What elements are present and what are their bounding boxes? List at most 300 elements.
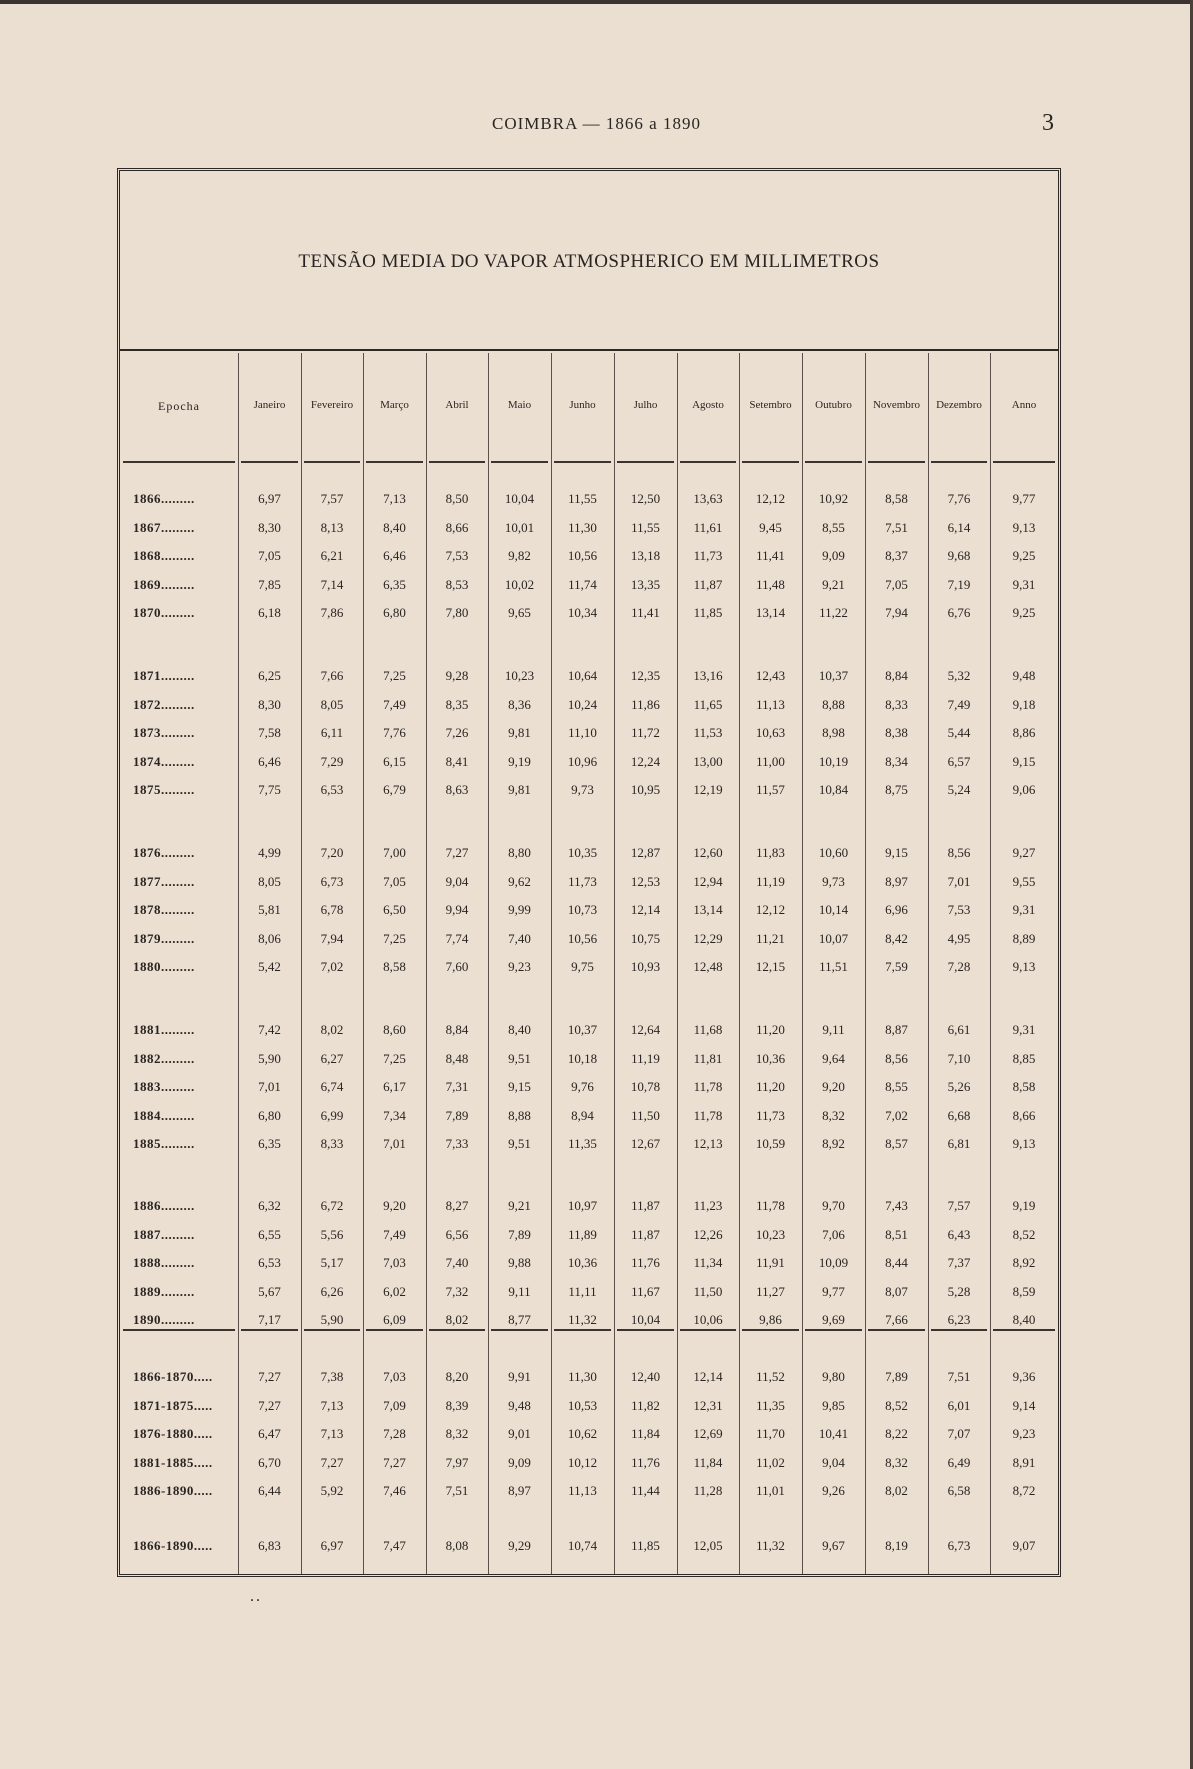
table-cell: 11,21: [756, 930, 785, 946]
table-cell: 7,09: [383, 1397, 406, 1413]
table-cell: 11,50: [693, 1283, 723, 1299]
table-cell: 7,86: [320, 605, 344, 620]
table-cell: 7,76: [383, 725, 406, 740]
table-cell: 8,92: [1012, 1255, 1036, 1270]
table-cell: 10,23: [504, 668, 535, 683]
table-cell: 10,74: [567, 1538, 598, 1553]
table-cell: 7,00: [383, 845, 406, 860]
table-cell: 6,55: [258, 1226, 281, 1242]
table-cell: 7,58: [258, 725, 281, 740]
table-cell: 7,47: [383, 1538, 406, 1553]
table-cell: 12,05: [693, 1538, 723, 1553]
table-cell: 9,69: [822, 1312, 845, 1327]
row-label: 1866.........: [133, 491, 195, 506]
table-cell: 7,31: [445, 1079, 469, 1094]
table-cell: 12,31: [693, 1397, 723, 1413]
table-cell: 7,49: [383, 1226, 406, 1242]
table-cell: 5,32: [947, 668, 971, 683]
table-row: [120, 902, 1058, 926]
table-cell: 11,32: [568, 1312, 597, 1327]
table-cell: 8,52: [1012, 1226, 1036, 1242]
header-rule: [123, 461, 235, 463]
table-cell: 6,96: [885, 902, 908, 917]
table-cell: 6,73: [320, 873, 344, 889]
table-cell: 11,00: [756, 753, 785, 769]
table-cell: 12,64: [630, 1022, 661, 1037]
table-cell: 6,80: [258, 1107, 281, 1123]
table-cell: 7,38: [320, 1369, 344, 1384]
table-cell: 11,84: [693, 1454, 723, 1470]
table-cell: 10,78: [630, 1079, 661, 1094]
table-cell: 8,66: [445, 519, 469, 535]
table-cell: 9,23: [508, 959, 531, 974]
table-cell: 10,34: [567, 605, 598, 620]
table-row: [120, 725, 1058, 749]
table-cell: 11,73: [756, 1107, 785, 1123]
table-cell: 8,98: [822, 725, 845, 740]
table-cell: 9,09: [508, 1454, 531, 1470]
table-cell: 12,50: [630, 491, 661, 506]
table-cell: 7,10: [947, 1050, 971, 1066]
table-cell: 6,44: [258, 1483, 281, 1498]
table-cell: 9,13: [1012, 959, 1036, 974]
table-cell: 10,56: [567, 548, 598, 563]
table-row: [120, 1483, 1058, 1507]
table-cell: 4,95: [947, 930, 971, 946]
table-cell: 11,87: [631, 1226, 660, 1242]
table-row: [120, 1108, 1058, 1132]
table-cell: 7,13: [383, 491, 406, 506]
table-cell: 8,58: [1012, 1079, 1036, 1094]
table-cell: 8,37: [885, 548, 908, 563]
table-cell: 9,15: [885, 845, 908, 860]
table-cell: 5,56: [320, 1226, 344, 1242]
table-cell: 8,36: [508, 696, 531, 712]
table-cell: 7,20: [320, 845, 344, 860]
table-cell: 9,94: [445, 902, 469, 917]
table-cell: 11,10: [568, 725, 597, 740]
table-cell: 6,02: [383, 1283, 406, 1299]
table-cell: 6,01: [947, 1397, 971, 1413]
table-cell: 8,08: [445, 1538, 469, 1553]
table-cell: 11,30: [568, 1369, 597, 1384]
table-cell: 10,36: [755, 1050, 786, 1066]
table-cell: 10,63: [755, 725, 786, 740]
table-cell: 7,97: [445, 1454, 469, 1470]
header-rule: [868, 461, 925, 463]
table-row: [120, 577, 1058, 601]
table-cell: 9,62: [508, 873, 531, 889]
table-cell: 7,02: [320, 959, 344, 974]
header-julho: Julho: [633, 399, 658, 411]
table-cell: 5,90: [320, 1312, 344, 1327]
table-cell: 10,62: [567, 1426, 598, 1441]
table-row: [120, 874, 1058, 898]
table-cell: 9,68: [947, 548, 971, 563]
table-row: [120, 520, 1058, 544]
row-label: 1883.........: [133, 1079, 195, 1094]
table-cell: 9,51: [508, 1136, 531, 1151]
table-cell: 6,14: [947, 519, 971, 535]
table-row: [120, 1538, 1058, 1562]
table-cell: 7,27: [258, 1369, 281, 1384]
table-row: [120, 668, 1058, 692]
table-cell: 9,31: [1012, 1022, 1036, 1037]
table-cell: 9,67: [822, 1538, 845, 1553]
table-row: [120, 1369, 1058, 1393]
table-cell: 6,21: [320, 548, 344, 563]
table-cell: 9,36: [1012, 1369, 1036, 1384]
table-cell: 6,74: [320, 1079, 344, 1094]
row-label: 1888.........: [133, 1255, 195, 1270]
table-row: [120, 754, 1058, 778]
table-cell: 11,50: [631, 1107, 660, 1123]
table-row: [120, 1022, 1058, 1046]
table-cell: 7,57: [947, 1198, 971, 1213]
table-cell: 9,99: [508, 902, 531, 917]
header-junho: Junho: [569, 399, 596, 411]
table-cell: 7,76: [947, 491, 971, 506]
table-row: [120, 959, 1058, 983]
table-cell: 12,48: [693, 959, 723, 974]
table-row: [120, 1051, 1058, 1075]
row-label: 1876-1880.....: [133, 1426, 213, 1441]
row-label: 1881.........: [133, 1022, 195, 1037]
table-cell: 11,27: [756, 1283, 785, 1299]
header-outubro: Outubro: [815, 399, 852, 411]
table-cell: 6,72: [320, 1198, 344, 1213]
table-cell: 8,88: [822, 696, 845, 712]
table-cell: 10,41: [818, 1426, 849, 1441]
table-cell: 8,58: [885, 491, 908, 506]
table-cell: 5,24: [947, 782, 971, 797]
table-cell: 8,38: [885, 725, 908, 740]
table-cell: 7,80: [445, 605, 469, 620]
table-cell: 9,51: [508, 1050, 531, 1066]
table-cell: 10,95: [630, 782, 661, 797]
table-cell: 9,19: [508, 753, 531, 769]
table-cell: 11,87: [693, 576, 723, 592]
table-cell: 6,53: [258, 1255, 281, 1270]
table-cell: 8,72: [1012, 1483, 1036, 1498]
table-row: [120, 1227, 1058, 1251]
header-dezembro: Dezembro: [936, 399, 982, 411]
table-cell: 13,14: [755, 605, 786, 620]
table-cell: 8,13: [320, 519, 344, 535]
table-cell: 12,60: [693, 845, 723, 860]
table-cell: 11,76: [631, 1454, 660, 1470]
table-cell: 7,26: [445, 725, 469, 740]
table-cell: 11,30: [568, 519, 597, 535]
row-label: 1890.........: [133, 1312, 195, 1327]
table-cell: 6,73: [947, 1538, 971, 1553]
table-cell: 6,81: [947, 1136, 971, 1151]
table-cell: 5,42: [258, 959, 281, 974]
table-cell: 9,82: [508, 548, 531, 563]
header-maio: Maio: [507, 399, 532, 411]
table-cell: 12,19: [693, 782, 723, 797]
table-cell: 8,80: [508, 845, 531, 860]
table-cell: 7,37: [947, 1255, 971, 1270]
table-cell: 7,60: [445, 959, 469, 974]
table-row: [120, 697, 1058, 721]
table-cell: 6,57: [947, 753, 971, 769]
running-head: COIMBRA — 1866 a 1890: [492, 114, 701, 133]
header-anno: Anno: [1011, 399, 1037, 411]
table-cell: 8,87: [885, 1022, 908, 1037]
table-cell: 12,94: [693, 873, 723, 889]
page-number: 3: [1042, 110, 1054, 136]
table-cell: 8,52: [885, 1397, 908, 1413]
table-cell: 11,68: [693, 1022, 723, 1037]
table-cell: 7,05: [885, 576, 908, 592]
table-cell: 9,21: [508, 1198, 531, 1213]
table-cell: 8,89: [1012, 930, 1036, 946]
table-cell: 12,15: [755, 959, 786, 974]
table-cell: 8,66: [1012, 1107, 1036, 1123]
table-cell: 6,11: [320, 725, 344, 740]
table-cell: 7,51: [445, 1483, 469, 1498]
header-rule: [554, 461, 611, 463]
table-row: [120, 1198, 1058, 1222]
table-cell: 7,53: [445, 548, 469, 563]
header-abril: Abril: [445, 399, 469, 411]
header-rule: [304, 461, 360, 463]
header-agosto: Agosto: [692, 399, 724, 411]
table-cell: 8,20: [445, 1369, 469, 1384]
table-cell: 7,05: [383, 873, 406, 889]
table-cell: 6,49: [947, 1454, 971, 1470]
table-cell: 6,46: [383, 548, 406, 563]
table-cell: 8,60: [383, 1022, 406, 1037]
table-cell: 8,63: [445, 782, 469, 797]
table-cell: 8,94: [571, 1107, 594, 1123]
table-cell: 11,20: [756, 1079, 785, 1094]
table-cell: 11,44: [631, 1483, 660, 1498]
table-cell: 9,23: [1012, 1426, 1036, 1441]
table-cell: 13,14: [693, 902, 723, 917]
table-cell: 11,19: [631, 1050, 660, 1066]
table-cell: 10,07: [818, 930, 849, 946]
table-cell: 9,75: [571, 959, 594, 974]
table-cell: 5,26: [947, 1079, 971, 1094]
table-cell: 8,05: [258, 873, 281, 889]
table-cell: 11,73: [568, 873, 597, 889]
table-cell: 9,25: [1012, 605, 1036, 620]
table-cell: 7,28: [947, 959, 971, 974]
table-cell: 8,56: [885, 1050, 908, 1066]
table-cell: 9,27: [1012, 845, 1036, 860]
table-cell: 13,63: [693, 491, 723, 506]
table-cell: 7,34: [383, 1107, 406, 1123]
table-row: [120, 1455, 1058, 1479]
table-cell: 9,06: [1012, 782, 1036, 797]
table-row: [120, 1398, 1058, 1422]
table-cell: 8,02: [885, 1483, 908, 1498]
table-cell: 6,83: [258, 1538, 281, 1553]
table-cell: 12,87: [630, 845, 661, 860]
table-cell: 12,29: [693, 930, 723, 946]
table-cell: 6,46: [258, 753, 281, 769]
table-row: [120, 1312, 1058, 1336]
table-cell: 11,84: [631, 1426, 660, 1441]
table-cell: 10,84: [818, 782, 849, 797]
table-cell: 12,53: [630, 873, 661, 889]
table-cell: 4,99: [258, 845, 281, 860]
table-cell: 9,77: [1012, 491, 1036, 506]
row-label: 1880.........: [133, 959, 195, 974]
table-cell: 6,58: [947, 1483, 971, 1498]
table-cell: 12,26: [693, 1226, 723, 1242]
table-cell: 9,18: [1012, 696, 1036, 712]
table-cell: 8,77: [508, 1312, 531, 1327]
table-cell: 12,24: [630, 753, 661, 769]
table-cell: 7,51: [947, 1369, 971, 1384]
table-cell: 8,50: [445, 491, 469, 506]
table-cell: 7,42: [258, 1022, 281, 1037]
table-cell: 11,28: [693, 1483, 723, 1498]
table-cell: 13,35: [630, 576, 661, 592]
table-cell: 10,92: [818, 491, 849, 506]
header-rule: [241, 461, 298, 463]
table-cell: 8,40: [508, 1022, 531, 1037]
table-cell: 7,53: [947, 902, 971, 917]
header-maro: Março: [380, 399, 409, 411]
table-cell: 11,02: [756, 1454, 785, 1470]
row-label: 1881-1885.....: [133, 1454, 213, 1470]
table-cell: 8,86: [1012, 725, 1036, 740]
table-cell: 11,82: [631, 1397, 660, 1413]
header-rule: [993, 461, 1055, 463]
table-cell: 7,13: [320, 1397, 344, 1413]
table-cell: 11,35: [568, 1136, 597, 1151]
table-cell: 7,13: [320, 1426, 344, 1441]
table-cell: 8,42: [885, 930, 908, 946]
table-cell: 11,53: [693, 725, 723, 740]
table-cell: 11,41: [756, 548, 785, 563]
table-cell: 6,99: [320, 1107, 344, 1123]
table-cell: 7,57: [320, 491, 344, 506]
table-cell: 8,05: [320, 696, 344, 712]
table-cell: 7,40: [445, 1255, 469, 1270]
title-box: [120, 171, 1058, 351]
table-cell: 8,59: [1012, 1283, 1036, 1299]
table-cell: 8,39: [445, 1397, 469, 1413]
table-cell: 11,19: [756, 873, 785, 889]
data-table: [117, 168, 1061, 1577]
table-cell: 10,14: [818, 902, 849, 917]
table-cell: 6,50: [383, 902, 406, 917]
table-cell: 8,02: [445, 1312, 469, 1327]
table-cell: 6,17: [383, 1079, 406, 1094]
table-cell: 11,74: [568, 576, 597, 592]
table-cell: 6,35: [258, 1136, 281, 1151]
table-cell: 9,13: [1012, 1136, 1036, 1151]
table-cell: 5,81: [258, 902, 281, 917]
table-row: [120, 1255, 1058, 1279]
table-cell: 7,94: [885, 605, 908, 620]
table-cell: 12,12: [755, 902, 786, 917]
table-cell: 9,19: [1012, 1198, 1036, 1213]
table-cell: 11,89: [568, 1226, 597, 1242]
table-cell: 6,26: [320, 1283, 344, 1299]
table-cell: 8,33: [885, 696, 908, 712]
table-cell: 8,51: [885, 1226, 908, 1242]
table-cell: 10,23: [755, 1226, 786, 1242]
table-cell: 7,27: [445, 845, 469, 860]
table-cell: 8,32: [885, 1454, 908, 1470]
table-cell: 11,83: [756, 845, 785, 860]
table-cell: 8,06: [258, 930, 281, 946]
table-cell: 8,97: [508, 1483, 531, 1498]
table-cell: 9,91: [508, 1369, 531, 1384]
table-cell: 8,02: [320, 1022, 344, 1037]
table-cell: 11,13: [756, 696, 785, 712]
table-cell: 9,81: [508, 782, 531, 797]
table-cell: 9,88: [508, 1255, 531, 1270]
table-cell: 10,02: [504, 576, 535, 592]
table-cell: 7,27: [383, 1454, 406, 1470]
table-cell: 8,44: [885, 1255, 908, 1270]
table-cell: 10,60: [818, 845, 849, 860]
table-cell: 12,12: [755, 491, 786, 506]
table-cell: 13,16: [693, 668, 723, 683]
table-cell: 10,93: [630, 959, 661, 974]
table-cell: 9,73: [822, 873, 845, 889]
table-cell: 9,28: [445, 668, 469, 683]
table-row: [120, 1426, 1058, 1450]
table-cell: 7,27: [258, 1397, 281, 1413]
table-cell: 6,70: [258, 1454, 281, 1470]
header-novembro: Novembro: [872, 399, 921, 411]
table-cell: 7,66: [885, 1312, 908, 1327]
table-cell: 8,75: [885, 782, 908, 797]
table-cell: 7,29: [320, 753, 344, 769]
table-cell: 7,25: [383, 668, 406, 683]
table-cell: 11,85: [693, 605, 723, 620]
table-cell: 11,86: [631, 696, 660, 712]
table-cell: 10,19: [818, 753, 849, 769]
table-cell: 9,76: [571, 1079, 594, 1094]
table-cell: 8,32: [822, 1107, 845, 1123]
table-cell: 9,11: [508, 1283, 531, 1299]
table-cell: 10,96: [567, 753, 598, 769]
table-row: [120, 605, 1058, 629]
bottom-mark: ..: [250, 1588, 262, 1605]
row-label: 1872.........: [133, 696, 195, 712]
table-cell: 11,72: [631, 725, 660, 740]
table-cell: 11,78: [693, 1079, 723, 1094]
table-cell: 10,06: [693, 1312, 723, 1327]
table-cell: 6,56: [445, 1226, 469, 1242]
table-cell: 6,79: [383, 782, 406, 797]
table-cell: 6,61: [947, 1022, 971, 1037]
table-cell: 9,15: [1012, 753, 1036, 769]
table-cell: 7,46: [383, 1483, 406, 1498]
table-cell: 5,17: [320, 1255, 344, 1270]
table-cell: 8,33: [320, 1136, 344, 1151]
header-rule: [931, 461, 987, 463]
table-cell: 7,66: [320, 668, 344, 683]
row-label: 1866-1870.....: [133, 1369, 213, 1384]
table-cell: 7,02: [885, 1107, 908, 1123]
table-cell: 8,34: [885, 753, 908, 769]
table-cell: 7,32: [445, 1283, 469, 1299]
table-cell: 6,97: [258, 491, 281, 506]
table-row: [120, 931, 1058, 955]
table-cell: 11,85: [631, 1538, 660, 1553]
table-cell: 11,51: [819, 959, 848, 974]
